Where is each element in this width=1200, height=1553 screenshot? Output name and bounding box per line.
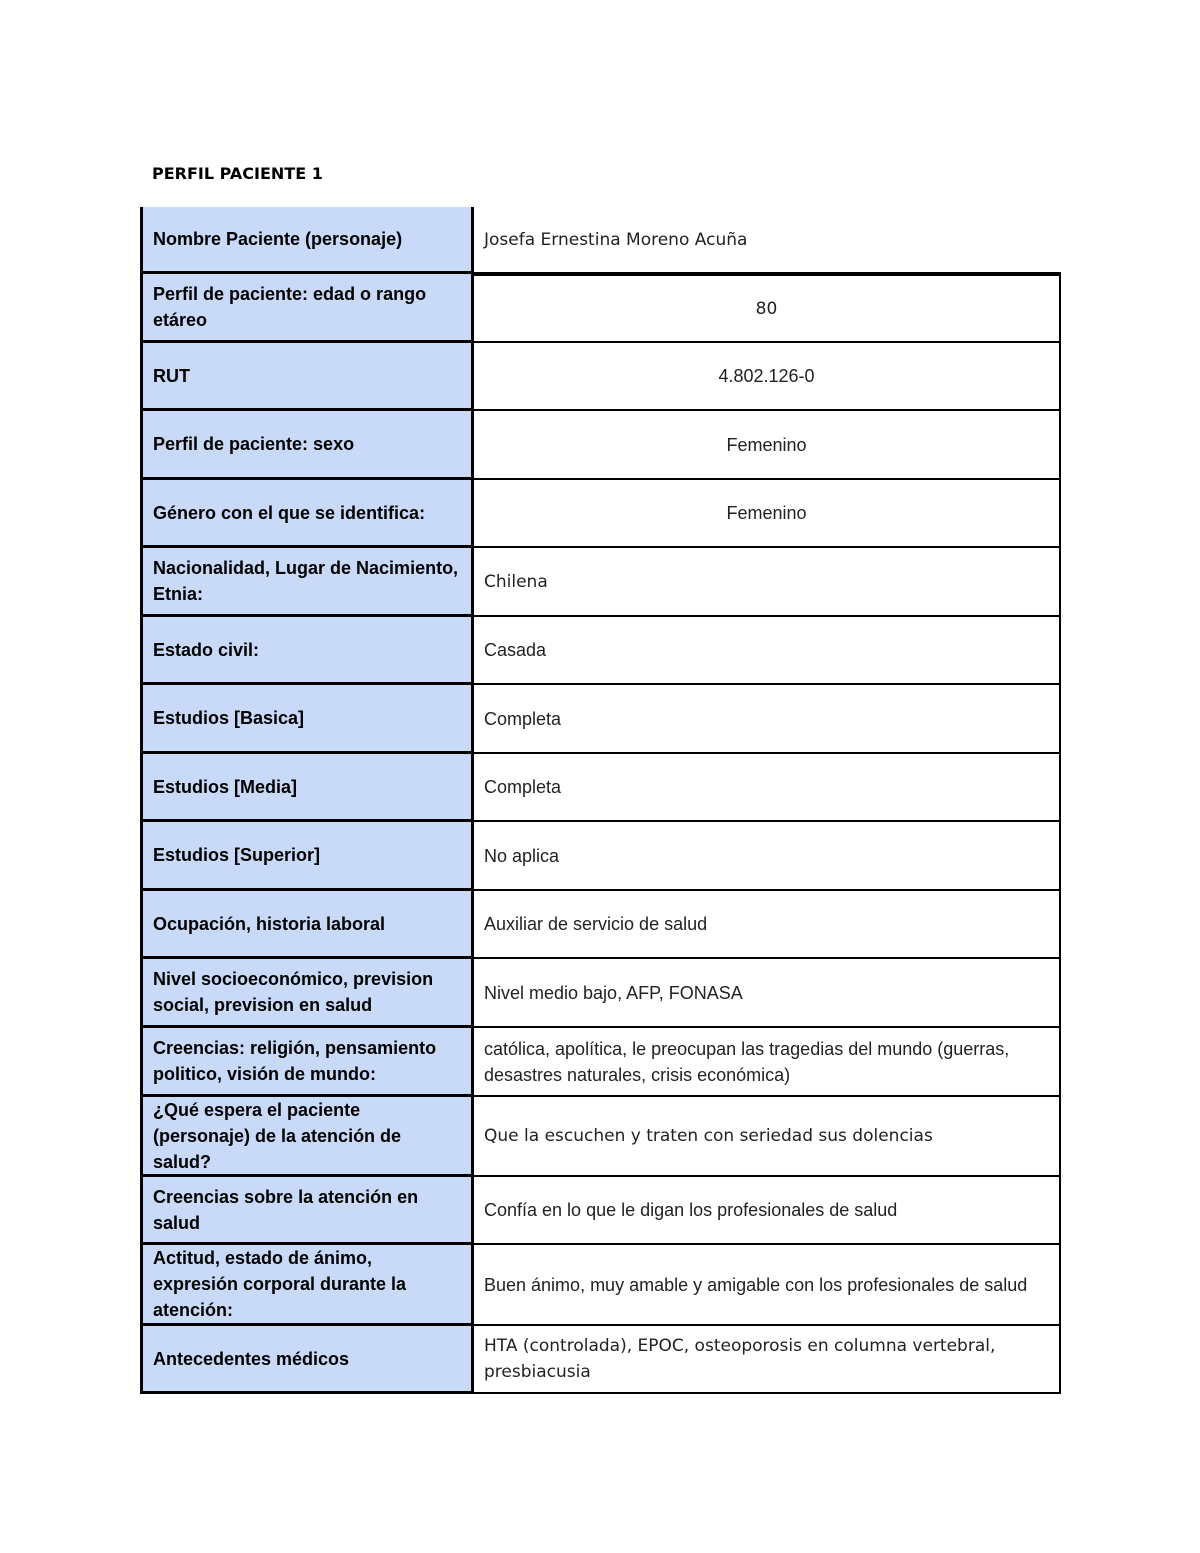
table-row	[140, 959, 1061, 1028]
row-label: ¿Qué espera el paciente (personaje) de la atención de salud?	[140, 1097, 474, 1177]
row-label: RUT	[140, 343, 474, 411]
row-value: 4.802.126-0	[474, 343, 1061, 411]
table-row	[140, 1097, 1061, 1177]
table-row	[140, 891, 1061, 959]
row-value: Josefa Ernestina Moreno Acuña	[474, 207, 1061, 274]
table-row	[140, 685, 1061, 754]
row-value: católica, apolítica, le preocupan las tragedias del mundo (guerras, desastres naturales, crisis económica)	[474, 1028, 1061, 1097]
row-label: Creencias: religión, pensamiento politico, visión de mundo:	[140, 1028, 474, 1097]
row-value: 80	[474, 274, 1061, 343]
row-label: Género con el que se identifica:	[140, 480, 474, 548]
row-label: Antecedentes médicos	[140, 1326, 474, 1394]
row-label: Nivel socioeconómico, prevision social, prevision en salud	[140, 959, 474, 1028]
row-value: Nivel medio bajo, AFP, FONASA	[474, 959, 1061, 1028]
table-row	[140, 343, 1061, 411]
table-row	[140, 548, 1061, 617]
row-value: No aplica	[474, 822, 1061, 891]
row-label: Ocupación, historia laboral	[140, 891, 474, 959]
row-value: Femenino	[474, 480, 1061, 548]
row-value: Confía en lo que le digan los profesionales de salud	[474, 1177, 1061, 1245]
row-label: Nombre Paciente (personaje)	[140, 207, 474, 274]
row-label: Estado civil:	[140, 617, 474, 685]
row-label: Creencias sobre la atención en salud	[140, 1177, 474, 1245]
row-label: Estudios [Basica]	[140, 685, 474, 754]
row-label: Actitud, estado de ánimo, expresión corporal durante la atención:	[140, 1245, 474, 1326]
table-row	[140, 207, 1061, 274]
page-title: PERFIL PACIENTE 1	[152, 164, 323, 183]
row-value: Casada	[474, 617, 1061, 685]
row-label: Perfil de paciente: sexo	[140, 411, 474, 480]
row-value: Completa	[474, 754, 1061, 822]
row-value: Auxiliar de servicio de salud	[474, 891, 1061, 959]
row-value: HTA (controlada), EPOC, osteoporosis en columna vertebral, presbiacusia	[474, 1326, 1061, 1394]
table-row	[140, 617, 1061, 685]
table-row	[140, 822, 1061, 891]
table-row	[140, 274, 1061, 343]
row-value: Buen ánimo, muy amable y amigable con los profesionales de salud	[474, 1245, 1061, 1326]
row-value: Que la escuchen y traten con seriedad sus dolencias	[474, 1097, 1061, 1177]
table-row	[140, 480, 1061, 548]
table-row	[140, 1028, 1061, 1097]
table-row	[140, 1177, 1061, 1245]
row-label: Perfil de paciente: edad o rango etáreo	[140, 274, 474, 343]
table-row	[140, 411, 1061, 480]
row-label: Nacionalidad, Lugar de Nacimiento, Etnia:	[140, 548, 474, 617]
row-label: Estudios [Media]	[140, 754, 474, 822]
row-value: Completa	[474, 685, 1061, 754]
patient-profile-table	[140, 207, 1061, 1394]
table-row	[140, 1245, 1061, 1326]
row-value: Femenino	[474, 411, 1061, 480]
table-row	[140, 1326, 1061, 1394]
row-label: Estudios [Superior]	[140, 822, 474, 891]
row-value: Chilena	[474, 548, 1061, 617]
table-row	[140, 754, 1061, 822]
